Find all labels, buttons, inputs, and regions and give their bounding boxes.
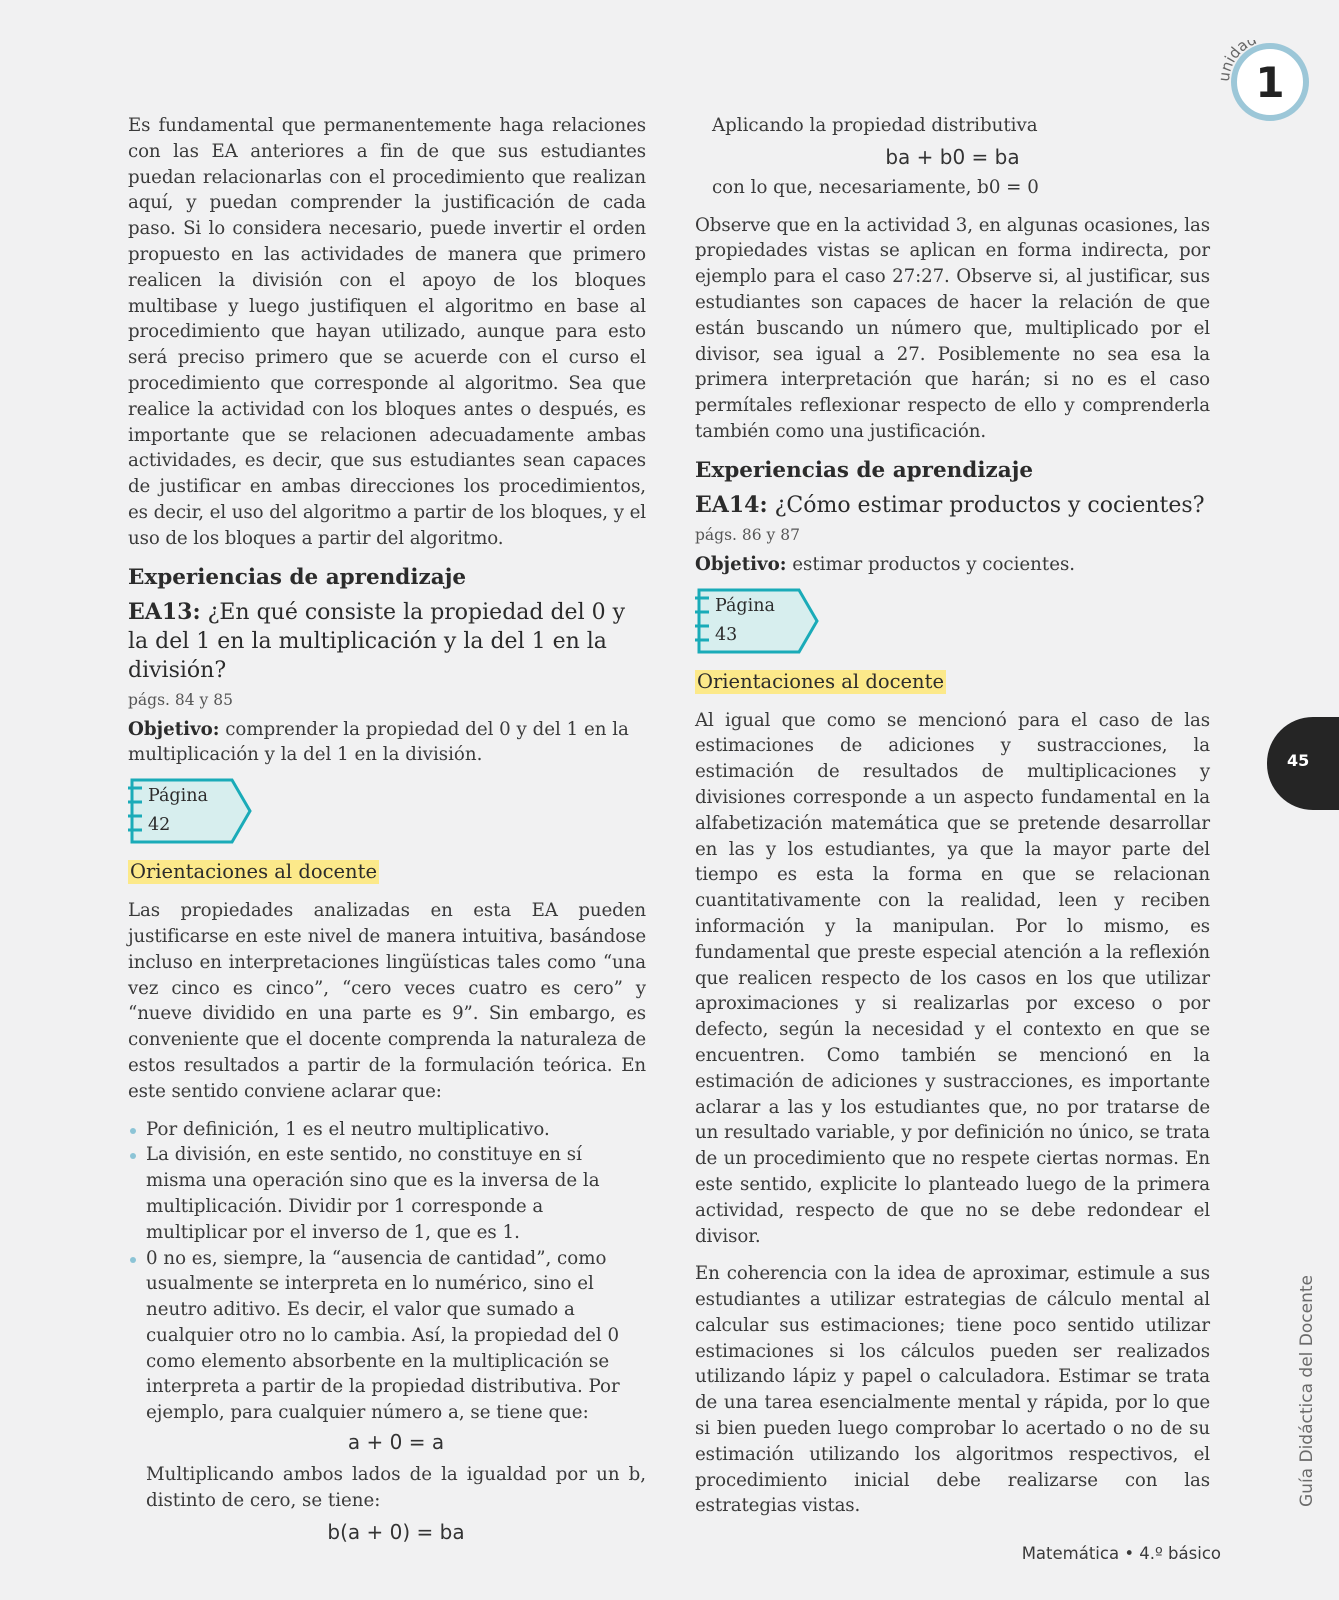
bullet-dot [130, 1257, 136, 1263]
ea14-question: ¿Cómo estimar productos y cocientes? [774, 492, 1205, 518]
side-title: Guía Didáctica del Docente [1297, 1275, 1317, 1507]
ea14-objective [695, 552, 1210, 578]
equation-3: ba + b0 = ba [885, 144, 1020, 169]
page-number: 45 [1287, 751, 1310, 770]
intro-paragraph: Es fundamental que permanentemente haga relaciones con las EA anteriores a fin de que sus estudiantes puedan relacionarlas con el procedimiento que realizan aquí, y puedan comprender la justificación de cada paso. Si lo considera necesario, puede invertir el orden propuesto en las actividades de manera que primero realicen la división con el apoyo de los bloques multibase y luego justifiquen el algoritmo en base al procedimiento que hayan utilizado, aunque para esto será preciso primero que se acuerde con el curso el procedimiento que corresponde al algoritmo. Sea que realice la actividad con los bloques antes o después, es importante que se relacionen adecuadamente ambas actividades, es decir, que sus estudiantes sean capaces de justificar en ambas direcciones los procedimientos, es decir, el uso del algoritmo a partir de los bloques, y el uso de los bloques a partir del algoritmo. [128, 115, 646, 549]
pagina-label: Página [715, 595, 775, 616]
equation-2: b(a + 0) = ba [327, 1519, 465, 1544]
pagina-label: Página [148, 786, 208, 807]
footer-text: Matemática • 4.º básico [1021, 1544, 1221, 1563]
pagina-tag-42 [128, 778, 254, 844]
unit-number: 1 [1255, 58, 1285, 107]
observe-paragraph: Observe que en la actividad 3, en algunas ocasiones, las propiedades vistas se aplican en forma indirecta, por ejemplo para el caso 27:27. Observe si, al justificar, sus estudiantes son capaces de hacer la relación de que están buscando un número que, multiplicado por el divisor, sea igual a 27. Posiblemente no sea esa la primera interpretación que harán; si no es el caso permítales reflexionar respecto de ello y comprenderla también como una justificación. [695, 214, 1210, 442]
ea13-paragraph: Las propiedades analizadas en esta EA pueden justificarse en este nivel de manera intuitiva, basándose incluso en interpretaciones lingüísticas tales como “una vez cinco es cinco”, “cero veces cuatro es cero” y “nueve dividido en una parte es 9”. Sin embargo, es conveniente que el docente comprenda la naturaleza de estos resultados a partir de la formulación teórica. En este sentido conviene aclarar que: [128, 900, 646, 1102]
page-number-tab [1267, 717, 1339, 810]
equation-1: a + 0 = a [347, 1430, 445, 1455]
ea14-code: EA14: [695, 491, 768, 518]
multiplying-text: Multiplicando ambos lados de la igualdad por un b, distinto de cero, se tiene: [146, 1464, 646, 1511]
orientaciones-heading-left: Orientaciones al docente [130, 860, 377, 884]
section-heading-left: Experiencias de aprendizaje [128, 564, 467, 590]
pagina-number: 42 [148, 815, 171, 836]
bullet-item: 0 no es, siempre, la “ausencia de cantidad”, como usualmente se interpreta en lo numérico, sino el neutro aditivo. Es decir, el valor que sumado a cualquier otro no lo cambia. Así, la propiedad del 0 como elemento absorbente en la multiplicación se interpreta a partir de la propiedad distributiva. Por ejemplo, para cualquier número a, se tiene que: [128, 1246, 646, 1427]
ea14-pages: págs. 86 y 87 [695, 525, 800, 544]
pagina-number: 43 [715, 624, 738, 645]
ea13-question: ¿En qué consiste la propiedad del 0 y la del 1 en la multiplicación y la del 1 en la división? [128, 599, 626, 683]
bullet-dot [130, 1128, 136, 1134]
orientaciones-heading-right: Orientaciones al docente [697, 669, 944, 693]
section-heading-right: Experiencias de aprendizaje [695, 457, 1034, 483]
bullet-item: Por definición, 1 es el neutro multiplicativo. [128, 1117, 646, 1143]
ea14-paragraph-1: Al igual que como se mencionó para el caso de las estimaciones de adiciones y sustracciones, la estimación de resultados de multiplicaciones y divisiones corresponde a un aspecto fundamental en la alfabetización matemática que se pretende desarrollar en las y los estudiantes, ya que la mayor parte del tiempo es esta la forma en que se relacionan cuantitativamente con la realidad, leen y reciben información y la manipulan. Por lo mismo, es fundamental que preste especial atención a la reflexión que realicen respecto de los casos en los que utilizar aproximaciones y si realizarlas por exceso o por defecto, según la necesidad y el contexto en que se encuentren. Como también se mencionó en la estimación de adiciones y sustracciones, es importante aclarar a las y los estudiantes que, no por tratarse de un resultado variable, y por definición no único, se trata de un procedimiento que no respete ciertas normas. En este sentido, explicite lo planteado luego de la primera actividad, respecto de que no se debe redondear el divisor. [695, 709, 1210, 1247]
bullet-item: La división, en este sentido, no constituye en sí misma una operación sino que es la inversa de la multiplicación. Dividir por 1 corresponde a multiplicar por el inverso de 1, que es 1. [128, 1142, 646, 1245]
ea13-bullet-list [128, 1117, 646, 1427]
ea13-title [128, 598, 646, 685]
con-lo-que-text: con lo que, necesariamente, b0 = 0 [712, 176, 1039, 198]
objective-label: Objetivo: [695, 553, 787, 575]
objective-label: Objetivo: [128, 718, 220, 740]
unit-badge [1219, 40, 1311, 126]
right-column [695, 113, 1210, 1531]
pagina-tag-43 [695, 588, 821, 654]
objective-text: comprender la propiedad del 0 y del 1 en la multiplicación y la del 1 en la división. [128, 718, 629, 766]
ea13-objective [128, 717, 646, 769]
ea13-pages: págs. 84 y 85 [128, 690, 233, 709]
unit-word: idad [1221, 40, 1260, 66]
equation-block-left [128, 1430, 646, 1544]
left-column [128, 113, 646, 1552]
ea14-paragraph-2: En coherencia con la idea de aproximar, estimule a sus estudiantes a utilizar estrategias de cálculo mental al calcular sus estimaciones; tiene poco sentido utilizar estimaciones si los cálculos pueden ser realizados utilizando lápiz y papel o calculadora. Estimar se trata de una tarea esencialmente mental y rápida, por lo que si bien pueden luego comprobar lo acertado o no de su estimación utilizando los algoritmos respectivos, el procedimiento inicial debe realizarse con las estrategias vistas. [695, 1263, 1210, 1517]
ea13-code: EA13: [128, 598, 201, 625]
bullet-dot [130, 1153, 136, 1159]
objective-text: estimar productos y cocientes. [792, 553, 1076, 575]
aplicando-text: Aplicando la propiedad distributiva [712, 115, 1038, 136]
ea14-title [695, 491, 1210, 520]
